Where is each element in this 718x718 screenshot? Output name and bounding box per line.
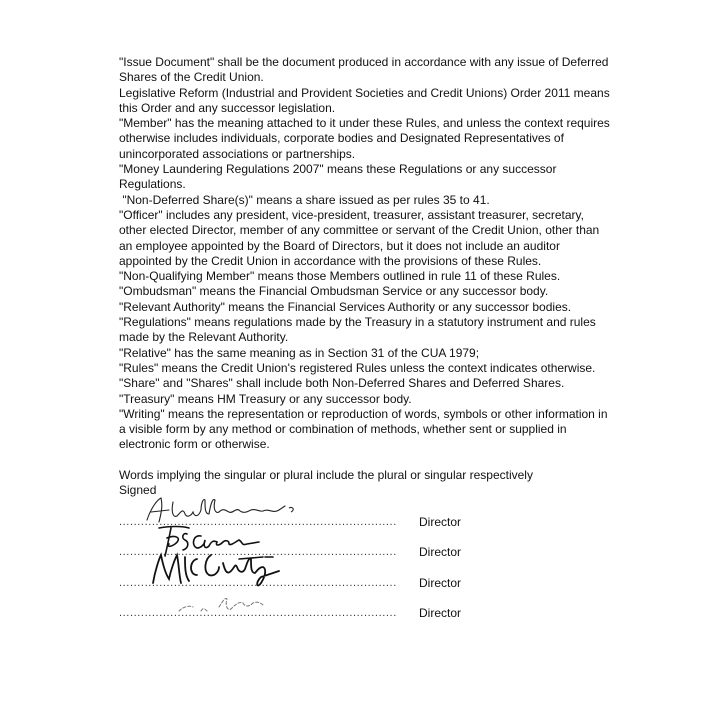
definition-non-deferred-share: "Non-Deferred Share(s)" means a share issued as per rules 35 to 41. xyxy=(119,192,490,207)
signature-line: ............................................................................ xyxy=(119,515,397,528)
signature-row xyxy=(119,560,614,591)
definition-issue-document: "Issue Document" shall be the document produced in accordance with any issue of Deferred Shares of the Credit Union. xyxy=(119,55,609,85)
definition-regulations: "Regulations" means regulations made by the Treasury in a statutory instrument and rules made by the Relevant Authority. xyxy=(119,315,596,345)
signatory-role: Director xyxy=(419,575,462,590)
definition-relative: "Relative" has the same meaning as in Section 31 of the CUA 1979; xyxy=(119,345,480,360)
definition-officer: "Officer" includes any president, vice-president, treasurer, assistant treasurer, secretary, other elected Director, member of any committee or servant of the Credit Union, other than an employee appointed by the Board of Directors, but it does not include an auditor appointed by the Credit Union in accordance with the provisions of these Rules. xyxy=(119,207,600,268)
signature-line: ............................................................................ xyxy=(119,607,397,620)
definition-rules: "Rules" means the Credit Union's registered Rules unless the context indicates otherwise. xyxy=(119,360,596,375)
interpretation-clause: Words implying the singular or plural include the plural or singular respectively xyxy=(119,467,533,482)
definition-non-qualifying-member: "Non-Qualifying Member" means those Members outlined in rule 11 of these Rules. xyxy=(119,269,561,284)
signed-label: Signed xyxy=(119,483,157,498)
signatory-role: Director xyxy=(419,606,462,621)
definition-relevant-authority: "Relevant Authority" means the Financial Services Authority or any successor bodies. xyxy=(119,299,572,314)
signature-line: ............................................................................ xyxy=(119,576,397,589)
definition-legislative-reform: Legislative Reform (Industrial and Provident Societies and Credit Unions) Order 2011 means this Order and any successor legislation. xyxy=(119,85,610,115)
signatory-role: Director xyxy=(419,514,462,529)
definition-writing: "Writing" means the representation or reproduction of words, symbols or other information in a visible form by any method or combination of methods, whether sent or supplied in electronic form or otherwise. xyxy=(119,406,608,452)
signatory-role: Director xyxy=(419,545,462,560)
signature-block xyxy=(119,499,614,621)
document-body xyxy=(119,55,614,621)
signature-line: ............................................................................ xyxy=(119,546,397,559)
signature-row xyxy=(119,591,614,622)
definition-member: "Member" has the meaning attached to it under these Rules, and unless the context requires otherwise includes individuals, corporate bodies and Designated Representatives of unincorporated associations or partnerships. xyxy=(119,116,610,161)
definitions-list xyxy=(119,55,614,453)
definition-share: "Share" and "Shares" shall include both Non-Deferred Shares and Deferred Shares. xyxy=(119,376,565,391)
definition-ombudsman: "Ombudsman" means the Financial Ombudsman Service or any successor body. xyxy=(119,284,549,299)
definition-treasury: "Treasury" means HM Treasury or any successor body. xyxy=(119,391,412,406)
definition-money-laundering: "Money Laundering Regulations 2007" means these Regulations or any successor Regulations. xyxy=(119,162,557,192)
